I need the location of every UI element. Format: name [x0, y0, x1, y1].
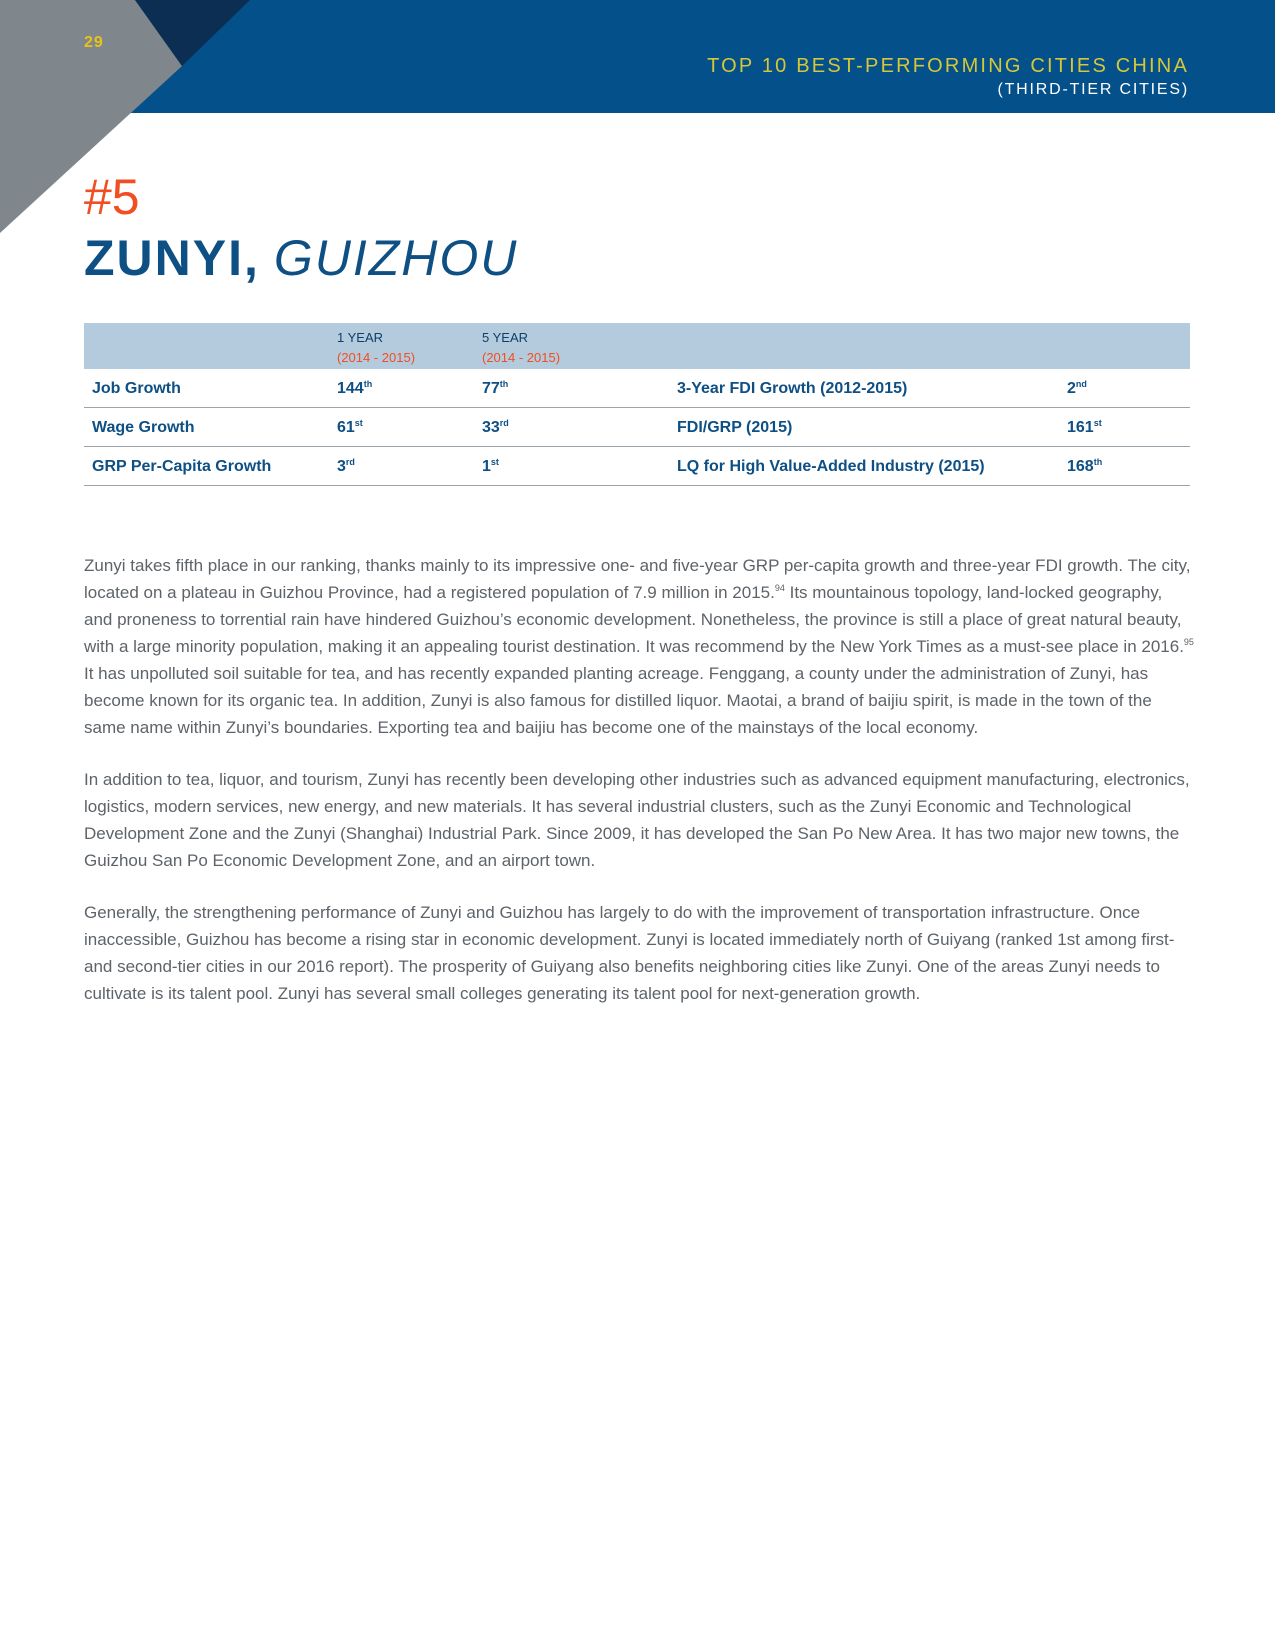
column-period: (2014 - 2015)	[482, 350, 561, 365]
rank-value: 1	[482, 458, 491, 475]
table-row	[84, 408, 1190, 447]
extra-metric-label: LQ for High Value-Added Industry (2015)	[677, 458, 985, 475]
paragraph: In addition to tea, liquor, and tourism, Zunyi has recently been developing other industries such as advanced equipment manufacturing, electronics, logistics, modern services, new energy, and new materials. It has several industrial clusters, such as the Zunyi Economic and Technological Development Zone and the Zunyi (Shanghai) Industrial Park. Since 2009, it has developed the San Po New Area. It has two major new towns, the Guizhou San Po Economic Development Zone, and an airport town.	[84, 770, 1190, 870]
footnote-marker: 95	[1183, 637, 1194, 647]
footnote-marker: 94	[774, 583, 785, 593]
rank-suffix: rd	[345, 457, 355, 467]
metric-label: GRP Per-Capita Growth	[92, 458, 272, 475]
rank-value: 168	[1067, 458, 1094, 475]
metrics-table	[84, 323, 1190, 486]
rank-value: 77	[482, 380, 500, 397]
column-label: 5 YEAR	[482, 330, 529, 345]
one-year-rank	[337, 380, 372, 398]
report-subtitle: (THIRD-TIER CITIES)	[997, 81, 1189, 98]
rank-suffix: th	[499, 379, 509, 389]
article-body	[84, 552, 1194, 1032]
rank-value: 3	[337, 458, 346, 475]
table-row	[84, 447, 1190, 486]
rank-number: #5	[84, 169, 140, 225]
extra-metric-label: 3-Year FDI Growth (2012-2015)	[677, 380, 908, 397]
city-heading	[84, 230, 519, 286]
page-number: 29	[84, 34, 104, 51]
metric-label: Job Growth	[92, 380, 181, 397]
one-year-rank	[337, 419, 363, 437]
paragraph	[84, 552, 1194, 741]
paragraph-text: Its mountainous topology, land-locked geography, and proneness to torrential rain have hindered Guizhou’s economic development. Nonetheless, the province is still a place of great natural beauty, with a large minority population, making it an appealing tourist destination. It was recommend by the New York Times as a must-see place in 2016.	[84, 583, 1184, 656]
rank-value: 144	[337, 380, 364, 397]
paragraph-text: Zunyi takes fifth place in our ranking, thanks mainly to its impressive one- and five-year GRP per-capita growth and three-year FDI growth. The city, located on a plateau in Guizhou Province, had a registered population of 7.9 million in 2015.	[84, 556, 1191, 602]
city-name: ZUNYI,	[84, 230, 260, 286]
rank-suffix: st	[1093, 418, 1102, 428]
five-year-rank	[482, 380, 508, 398]
extra-metric-rank	[1067, 380, 1087, 398]
table-row	[84, 369, 1190, 408]
extra-metric-rank	[1067, 419, 1102, 437]
rank-suffix: th	[1093, 457, 1103, 467]
five-year-rank	[482, 419, 509, 437]
one-year-rank	[337, 458, 355, 476]
column-five-year	[482, 328, 560, 368]
extra-metric-label: FDI/GRP (2015)	[677, 419, 793, 436]
column-label: 1 YEAR	[337, 330, 384, 345]
rank-value: 161	[1067, 419, 1094, 436]
five-year-rank	[482, 458, 499, 476]
rank-suffix: nd	[1075, 379, 1087, 389]
paragraph-text: It has unpolluted soil suitable for tea, and has recently expanded planting acreage. Fenggang, a county under the administration of Zunyi, has become known for its organic tea. In addition, Zunyi is also famous for distilled liquor. Maotai, a brand of baijiu spirit, is made in the town of the same name within Zunyi’s boundaries. Exporting tea and baijiu has become one of the mainstays of the local economy.	[84, 664, 1152, 737]
metrics-table-header	[84, 323, 1190, 369]
column-period: (2014 - 2015)	[337, 350, 416, 365]
rank-suffix: st	[490, 457, 499, 467]
column-one-year	[337, 328, 415, 368]
rank-suffix: st	[354, 418, 363, 428]
rank-value: 33	[482, 419, 500, 436]
report-title: TOP 10 BEST-PERFORMING CITIES CHINA	[707, 55, 1189, 77]
rank-suffix: rd	[499, 418, 509, 428]
metric-label: Wage Growth	[92, 419, 195, 436]
rank-value: 2	[1067, 380, 1076, 397]
rank-value: 61	[337, 419, 355, 436]
province-name: GUIZHOU	[273, 230, 519, 286]
extra-metric-rank	[1067, 458, 1102, 476]
paragraph: Generally, the strengthening performance of Zunyi and Guizhou has largely to do with the improvement of transportation infrastructure. Once inaccessible, Guizhou has become a rising star in economic development. Zunyi is located immediately north of Guiyang (ranked 1st among first- and second-tier cities in our 2016 report). The prosperity of Guiyang also benefits neighboring cities like Zunyi. One of the areas Zunyi needs to cultivate is its talent pool. Zunyi has several small colleges generating its talent pool for next-generation growth.	[84, 903, 1175, 1003]
rank-suffix: th	[363, 379, 373, 389]
